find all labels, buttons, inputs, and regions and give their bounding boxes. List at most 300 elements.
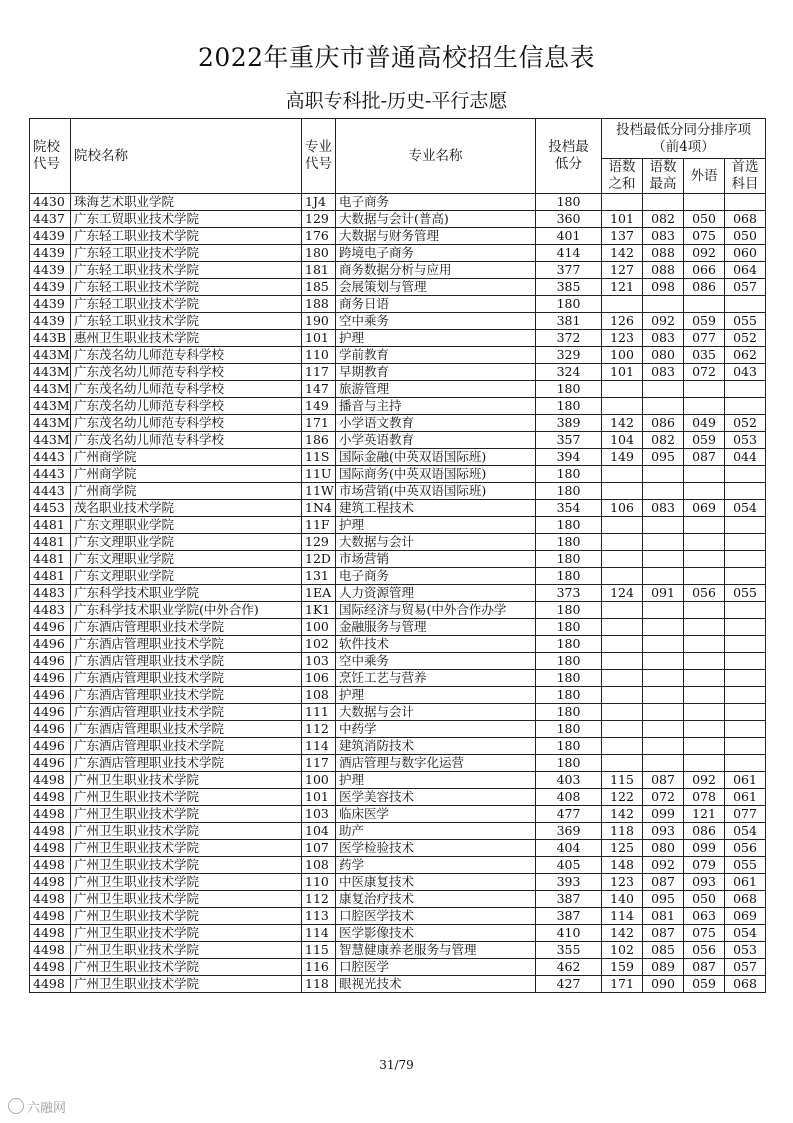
cell-major-name: 商务数据分析与应用 bbox=[336, 262, 536, 279]
cell-foreign: 066 bbox=[684, 262, 725, 279]
cell-chn-math-sum: 140 bbox=[602, 891, 643, 908]
cell-school-name: 广东酒店管理职业技术学院 bbox=[71, 755, 302, 772]
cell-school-name: 广州商学院 bbox=[71, 466, 302, 483]
cell-chn-math-max: 072 bbox=[643, 789, 684, 806]
cell-major-code: 102 bbox=[302, 636, 336, 653]
cell-min-score: 385 bbox=[536, 279, 602, 296]
cell-chn-math-sum bbox=[602, 194, 643, 211]
cell-foreign: 069 bbox=[684, 500, 725, 517]
cell-chn-math-max bbox=[643, 721, 684, 738]
cell-school-code: 4498 bbox=[30, 959, 71, 976]
cell-chn-math-sum: 101 bbox=[602, 211, 643, 228]
cell-school-code: 443M bbox=[30, 432, 71, 449]
cell-school-name: 广东酒店管理职业技术学院 bbox=[71, 687, 302, 704]
cell-major-name: 学前教育 bbox=[336, 347, 536, 364]
cell-major-name: 护理 bbox=[336, 517, 536, 534]
cell-min-score: 180 bbox=[536, 296, 602, 313]
cell-major-name: 药学 bbox=[336, 857, 536, 874]
cell-min-score: 403 bbox=[536, 772, 602, 789]
admission-table bbox=[29, 118, 766, 993]
cell-chn-math-max: 087 bbox=[643, 772, 684, 789]
cell-chn-math-max: 083 bbox=[643, 228, 684, 245]
cell-major-code: 186 bbox=[302, 432, 336, 449]
cell-school-code: 4498 bbox=[30, 908, 71, 925]
table-row bbox=[30, 942, 766, 959]
table-row bbox=[30, 619, 766, 636]
table-row bbox=[30, 228, 766, 245]
cell-first-subject bbox=[725, 534, 766, 551]
cell-major-code: 176 bbox=[302, 228, 336, 245]
cell-chn-math-max: 091 bbox=[643, 585, 684, 602]
cell-school-name: 广州商学院 bbox=[71, 483, 302, 500]
cell-school-code: 4496 bbox=[30, 619, 71, 636]
header-major-code: 专业代号 bbox=[302, 119, 336, 194]
cell-major-name: 建筑消防技术 bbox=[336, 738, 536, 755]
cell-school-code: 443M bbox=[30, 415, 71, 432]
cell-school-code: 4498 bbox=[30, 942, 71, 959]
cell-min-score: 405 bbox=[536, 857, 602, 874]
table-row bbox=[30, 772, 766, 789]
cell-first-subject bbox=[725, 755, 766, 772]
cell-first-subject bbox=[725, 721, 766, 738]
cell-min-score: 180 bbox=[536, 381, 602, 398]
cell-min-score: 410 bbox=[536, 925, 602, 942]
table-row bbox=[30, 670, 766, 687]
cell-school-name: 广东科学技术职业学院(中外合作) bbox=[71, 602, 302, 619]
cell-school-name: 广东茂名幼儿师范专科学校 bbox=[71, 415, 302, 432]
cell-major-code: 101 bbox=[302, 330, 336, 347]
page-number: 31/79 bbox=[379, 1058, 414, 1072]
cell-first-subject: 057 bbox=[725, 959, 766, 976]
cell-school-code: 4437 bbox=[30, 211, 71, 228]
table-row bbox=[30, 568, 766, 585]
cell-major-name: 助产 bbox=[336, 823, 536, 840]
cell-major-code: 110 bbox=[302, 874, 336, 891]
cell-first-subject: 061 bbox=[725, 772, 766, 789]
cell-first-subject bbox=[725, 653, 766, 670]
cell-school-name: 广东酒店管理职业技术学院 bbox=[71, 636, 302, 653]
cell-major-code: 112 bbox=[302, 891, 336, 908]
table-row bbox=[30, 194, 766, 211]
cell-school-name: 广东文理职业学院 bbox=[71, 517, 302, 534]
cell-foreign bbox=[684, 381, 725, 398]
cell-chn-math-max bbox=[643, 517, 684, 534]
cell-first-subject: 052 bbox=[725, 330, 766, 347]
table-row bbox=[30, 806, 766, 823]
cell-major-code: 185 bbox=[302, 279, 336, 296]
cell-chn-math-max: 092 bbox=[643, 857, 684, 874]
cell-chn-math-max: 093 bbox=[643, 823, 684, 840]
cell-major-code: 129 bbox=[302, 211, 336, 228]
cell-school-name: 广州卫生职业技术学院 bbox=[71, 874, 302, 891]
cell-school-name: 广州卫生职业技术学院 bbox=[71, 806, 302, 823]
cell-school-code: 4496 bbox=[30, 704, 71, 721]
cell-school-code: 4498 bbox=[30, 925, 71, 942]
header-chn-math-max: 语数最高 bbox=[643, 159, 684, 194]
cell-chn-math-sum: 122 bbox=[602, 789, 643, 806]
table-row bbox=[30, 789, 766, 806]
cell-chn-math-sum: 115 bbox=[602, 772, 643, 789]
table-row bbox=[30, 721, 766, 738]
table-row bbox=[30, 874, 766, 891]
cell-min-score: 354 bbox=[536, 500, 602, 517]
cell-major-name: 建筑工程技术 bbox=[336, 500, 536, 517]
cell-min-score: 180 bbox=[536, 568, 602, 585]
cell-chn-math-max: 082 bbox=[643, 211, 684, 228]
cell-min-score: 180 bbox=[536, 194, 602, 211]
cell-major-code: 171 bbox=[302, 415, 336, 432]
cell-chn-math-max bbox=[643, 636, 684, 653]
cell-school-name: 广州卫生职业技术学院 bbox=[71, 840, 302, 857]
cell-school-code: 4439 bbox=[30, 279, 71, 296]
cell-school-code: 4496 bbox=[30, 670, 71, 687]
cell-major-name: 市场营销(中英双语国际班) bbox=[336, 483, 536, 500]
cell-school-code: 4481 bbox=[30, 517, 71, 534]
cell-school-code: 4496 bbox=[30, 738, 71, 755]
cell-min-score: 180 bbox=[536, 466, 602, 483]
cell-school-code: 443M bbox=[30, 398, 71, 415]
cell-first-subject bbox=[725, 194, 766, 211]
cell-min-score: 180 bbox=[536, 653, 602, 670]
cell-first-subject bbox=[725, 551, 766, 568]
table-row bbox=[30, 704, 766, 721]
cell-major-code: 100 bbox=[302, 772, 336, 789]
cell-major-code: 108 bbox=[302, 857, 336, 874]
cell-foreign bbox=[684, 653, 725, 670]
cell-school-code: 4496 bbox=[30, 687, 71, 704]
table-row bbox=[30, 636, 766, 653]
cell-major-name: 国际金融(中英双语国际班) bbox=[336, 449, 536, 466]
cell-major-code: 117 bbox=[302, 755, 336, 772]
cell-min-score: 180 bbox=[536, 687, 602, 704]
cell-chn-math-max bbox=[643, 381, 684, 398]
cell-foreign bbox=[684, 619, 725, 636]
cell-school-name: 广东酒店管理职业技术学院 bbox=[71, 721, 302, 738]
cell-first-subject bbox=[725, 704, 766, 721]
cell-min-score: 180 bbox=[536, 670, 602, 687]
cell-first-subject bbox=[725, 619, 766, 636]
cell-major-name: 中医康复技术 bbox=[336, 874, 536, 891]
cell-major-name: 医学检验技术 bbox=[336, 840, 536, 857]
cell-chn-math-sum: 171 bbox=[602, 976, 643, 993]
cell-min-score: 180 bbox=[536, 534, 602, 551]
cell-chn-math-sum bbox=[602, 466, 643, 483]
cell-major-name: 小学语文教育 bbox=[336, 415, 536, 432]
table-row bbox=[30, 602, 766, 619]
cell-chn-math-max bbox=[643, 619, 684, 636]
cell-school-name: 广州卫生职业技术学院 bbox=[71, 789, 302, 806]
cell-chn-math-sum: 148 bbox=[602, 857, 643, 874]
cell-foreign: 087 bbox=[684, 959, 725, 976]
table-row bbox=[30, 857, 766, 874]
cell-major-code: 1K1 bbox=[302, 602, 336, 619]
cell-min-score: 329 bbox=[536, 347, 602, 364]
cell-first-subject bbox=[725, 398, 766, 415]
cell-first-subject bbox=[725, 636, 766, 653]
cell-foreign: 092 bbox=[684, 245, 725, 262]
cell-chn-math-max: 081 bbox=[643, 908, 684, 925]
cell-chn-math-sum: 142 bbox=[602, 245, 643, 262]
cell-chn-math-sum bbox=[602, 687, 643, 704]
cell-school-code: 4498 bbox=[30, 874, 71, 891]
cell-min-score: 427 bbox=[536, 976, 602, 993]
cell-first-subject: 054 bbox=[725, 925, 766, 942]
cell-school-code: 4439 bbox=[30, 296, 71, 313]
cell-foreign: 086 bbox=[684, 823, 725, 840]
cell-school-name: 广东酒店管理职业技术学院 bbox=[71, 619, 302, 636]
cell-chn-math-max: 085 bbox=[643, 942, 684, 959]
cell-min-score: 372 bbox=[536, 330, 602, 347]
cell-chn-math-max: 083 bbox=[643, 500, 684, 517]
cell-foreign bbox=[684, 687, 725, 704]
cell-first-subject bbox=[725, 483, 766, 500]
cell-school-code: 4498 bbox=[30, 806, 71, 823]
table-row bbox=[30, 296, 766, 313]
cell-min-score: 180 bbox=[536, 517, 602, 534]
page-title: 2022年重庆市普通高校招生信息表 bbox=[197, 43, 596, 72]
table-row bbox=[30, 330, 766, 347]
cell-school-code: 4498 bbox=[30, 891, 71, 908]
cell-foreign: 063 bbox=[684, 908, 725, 925]
header-major-name: 专业名称 bbox=[336, 119, 536, 194]
cell-first-subject: 055 bbox=[725, 313, 766, 330]
table-row bbox=[30, 840, 766, 857]
cell-school-code: 4443 bbox=[30, 449, 71, 466]
cell-school-code: 443B bbox=[30, 330, 71, 347]
cell-major-name: 临床医学 bbox=[336, 806, 536, 823]
cell-chn-math-sum: 124 bbox=[602, 585, 643, 602]
table-row bbox=[30, 687, 766, 704]
cell-major-name: 电子商务 bbox=[336, 568, 536, 585]
cell-first-subject bbox=[725, 466, 766, 483]
cell-chn-math-sum: 121 bbox=[602, 279, 643, 296]
cell-first-subject: 061 bbox=[725, 874, 766, 891]
table-row bbox=[30, 398, 766, 415]
cell-foreign: 087 bbox=[684, 449, 725, 466]
cell-school-name: 广东轻工职业技术学院 bbox=[71, 228, 302, 245]
cell-major-name: 护理 bbox=[336, 772, 536, 789]
cell-chn-math-sum: 123 bbox=[602, 330, 643, 347]
cell-chn-math-sum bbox=[602, 721, 643, 738]
cell-min-score: 373 bbox=[536, 585, 602, 602]
cell-major-name: 口腔医学 bbox=[336, 959, 536, 976]
cell-first-subject: 060 bbox=[725, 245, 766, 262]
cell-chn-math-sum: 142 bbox=[602, 925, 643, 942]
header-school-name: 院校名称 bbox=[71, 119, 302, 194]
cell-major-name: 护理 bbox=[336, 330, 536, 347]
cell-first-subject: 050 bbox=[725, 228, 766, 245]
cell-school-name: 广东轻工职业技术学院 bbox=[71, 262, 302, 279]
table-row bbox=[30, 653, 766, 670]
cell-school-name: 广州卫生职业技术学院 bbox=[71, 942, 302, 959]
cell-foreign: 056 bbox=[684, 942, 725, 959]
cell-school-name: 广州卫生职业技术学院 bbox=[71, 857, 302, 874]
cell-chn-math-max: 095 bbox=[643, 891, 684, 908]
cell-major-code: 114 bbox=[302, 738, 336, 755]
cell-school-code: 4439 bbox=[30, 228, 71, 245]
cell-school-name: 广东轻工职业技术学院 bbox=[71, 313, 302, 330]
cell-chn-math-sum bbox=[602, 296, 643, 313]
table-row bbox=[30, 908, 766, 925]
cell-min-score: 414 bbox=[536, 245, 602, 262]
cell-major-code: 103 bbox=[302, 806, 336, 823]
cell-school-code: 4483 bbox=[30, 602, 71, 619]
cell-major-name: 金融服务与管理 bbox=[336, 619, 536, 636]
table-row bbox=[30, 415, 766, 432]
cell-chn-math-max: 086 bbox=[643, 415, 684, 432]
cell-chn-math-sum bbox=[602, 398, 643, 415]
cell-major-name: 软件技术 bbox=[336, 636, 536, 653]
cell-foreign: 075 bbox=[684, 228, 725, 245]
cell-major-code: 116 bbox=[302, 959, 336, 976]
cell-major-code: 180 bbox=[302, 245, 336, 262]
cell-foreign bbox=[684, 738, 725, 755]
cell-school-name: 广东轻工职业技术学院 bbox=[71, 279, 302, 296]
cell-chn-math-sum bbox=[602, 738, 643, 755]
cell-school-code: 4430 bbox=[30, 194, 71, 211]
cell-school-code: 4481 bbox=[30, 534, 71, 551]
cell-school-code: 4443 bbox=[30, 466, 71, 483]
cell-first-subject: 068 bbox=[725, 211, 766, 228]
cell-chn-math-sum: 101 bbox=[602, 364, 643, 381]
cell-school-code: 4498 bbox=[30, 823, 71, 840]
cell-school-code: 4439 bbox=[30, 245, 71, 262]
cell-school-name: 广东文理职业学院 bbox=[71, 534, 302, 551]
cell-major-code: 12D bbox=[302, 551, 336, 568]
cell-chn-math-sum: 126 bbox=[602, 313, 643, 330]
cell-school-name: 广东酒店管理职业技术学院 bbox=[71, 653, 302, 670]
cell-chn-math-sum bbox=[602, 381, 643, 398]
cell-first-subject: 064 bbox=[725, 262, 766, 279]
cell-foreign: 035 bbox=[684, 347, 725, 364]
cell-major-name: 旅游管理 bbox=[336, 381, 536, 398]
cell-school-name: 广州卫生职业技术学院 bbox=[71, 823, 302, 840]
cell-major-code: 113 bbox=[302, 908, 336, 925]
cell-school-name: 惠州卫生职业技术学院 bbox=[71, 330, 302, 347]
cell-school-name: 广东茂名幼儿师范专科学校 bbox=[71, 347, 302, 364]
cell-school-name: 广东酒店管理职业技术学院 bbox=[71, 738, 302, 755]
cell-first-subject bbox=[725, 296, 766, 313]
cell-school-code: 4453 bbox=[30, 500, 71, 517]
cell-foreign: 049 bbox=[684, 415, 725, 432]
cell-foreign: 059 bbox=[684, 976, 725, 993]
cell-chn-math-max bbox=[643, 653, 684, 670]
cell-min-score: 377 bbox=[536, 262, 602, 279]
cell-chn-math-max: 092 bbox=[643, 313, 684, 330]
cell-chn-math-max bbox=[643, 755, 684, 772]
cell-major-code: 100 bbox=[302, 619, 336, 636]
table-row bbox=[30, 823, 766, 840]
cell-chn-math-sum bbox=[602, 636, 643, 653]
cell-major-name: 中药学 bbox=[336, 721, 536, 738]
cell-major-code: 149 bbox=[302, 398, 336, 415]
cell-min-score: 180 bbox=[536, 636, 602, 653]
cell-school-code: 443M bbox=[30, 364, 71, 381]
cell-chn-math-sum: 118 bbox=[602, 823, 643, 840]
cell-foreign: 093 bbox=[684, 874, 725, 891]
cell-major-code: 101 bbox=[302, 789, 336, 806]
cell-chn-math-max: 088 bbox=[643, 262, 684, 279]
cell-school-code: 4498 bbox=[30, 789, 71, 806]
cell-first-subject bbox=[725, 687, 766, 704]
cell-major-code: 104 bbox=[302, 823, 336, 840]
cell-min-score: 355 bbox=[536, 942, 602, 959]
cell-major-code: 11W bbox=[302, 483, 336, 500]
cell-first-subject: 068 bbox=[725, 891, 766, 908]
cell-major-code: 112 bbox=[302, 721, 336, 738]
cell-school-code: 4498 bbox=[30, 840, 71, 857]
cell-min-score: 357 bbox=[536, 432, 602, 449]
cell-first-subject: 055 bbox=[725, 857, 766, 874]
cell-first-subject bbox=[725, 381, 766, 398]
cell-min-score: 324 bbox=[536, 364, 602, 381]
cell-chn-math-sum: 123 bbox=[602, 874, 643, 891]
cell-school-name: 广州卫生职业技术学院 bbox=[71, 959, 302, 976]
cell-school-code: 4498 bbox=[30, 772, 71, 789]
cell-chn-math-max: 083 bbox=[643, 330, 684, 347]
cell-major-code: 115 bbox=[302, 942, 336, 959]
cell-school-name: 广东工贸职业技术学院 bbox=[71, 211, 302, 228]
cell-major-name: 会展策划与管理 bbox=[336, 279, 536, 296]
cell-min-score: 394 bbox=[536, 449, 602, 466]
cell-foreign: 079 bbox=[684, 857, 725, 874]
table-row bbox=[30, 245, 766, 262]
table-row bbox=[30, 483, 766, 500]
cell-first-subject: 061 bbox=[725, 789, 766, 806]
cell-major-name: 国际经济与贸易(中外合作办学 bbox=[336, 602, 536, 619]
cell-min-score: 180 bbox=[536, 602, 602, 619]
cell-school-name: 广东文理职业学院 bbox=[71, 551, 302, 568]
cell-foreign bbox=[684, 551, 725, 568]
cell-major-code: 11F bbox=[302, 517, 336, 534]
cell-major-name: 跨境电子商务 bbox=[336, 245, 536, 262]
cell-school-name: 广州卫生职业技术学院 bbox=[71, 908, 302, 925]
cell-major-code: 111 bbox=[302, 704, 336, 721]
cell-foreign: 072 bbox=[684, 364, 725, 381]
cell-major-name: 大数据与财务管理 bbox=[336, 228, 536, 245]
cell-major-name: 空中乘务 bbox=[336, 653, 536, 670]
cell-foreign bbox=[684, 636, 725, 653]
cell-foreign: 059 bbox=[684, 313, 725, 330]
cell-chn-math-sum bbox=[602, 534, 643, 551]
cell-school-code: 443M bbox=[30, 381, 71, 398]
cell-school-name: 广州卫生职业技术学院 bbox=[71, 772, 302, 789]
cell-school-name: 广东茂名幼儿师范专科学校 bbox=[71, 364, 302, 381]
cell-chn-math-sum bbox=[602, 568, 643, 585]
cell-major-code: 190 bbox=[302, 313, 336, 330]
cell-school-code: 4481 bbox=[30, 568, 71, 585]
header-first-subject: 首选科目 bbox=[725, 159, 766, 194]
table-row bbox=[30, 551, 766, 568]
cell-foreign bbox=[684, 194, 725, 211]
cell-major-code: 147 bbox=[302, 381, 336, 398]
cell-school-name: 广东轻工职业技术学院 bbox=[71, 245, 302, 262]
cell-min-score: 401 bbox=[536, 228, 602, 245]
cell-chn-math-sum: 149 bbox=[602, 449, 643, 466]
table-body bbox=[30, 194, 766, 993]
cell-foreign: 075 bbox=[684, 925, 725, 942]
cell-major-code: 1EA bbox=[302, 585, 336, 602]
cell-chn-math-sum bbox=[602, 517, 643, 534]
cell-foreign: 050 bbox=[684, 211, 725, 228]
cell-foreign bbox=[684, 296, 725, 313]
cell-min-score: 393 bbox=[536, 874, 602, 891]
cell-foreign bbox=[684, 721, 725, 738]
cell-major-name: 口腔医学技术 bbox=[336, 908, 536, 925]
cell-min-score: 180 bbox=[536, 551, 602, 568]
cell-major-name: 空中乘务 bbox=[336, 313, 536, 330]
cell-chn-math-max: 083 bbox=[643, 364, 684, 381]
